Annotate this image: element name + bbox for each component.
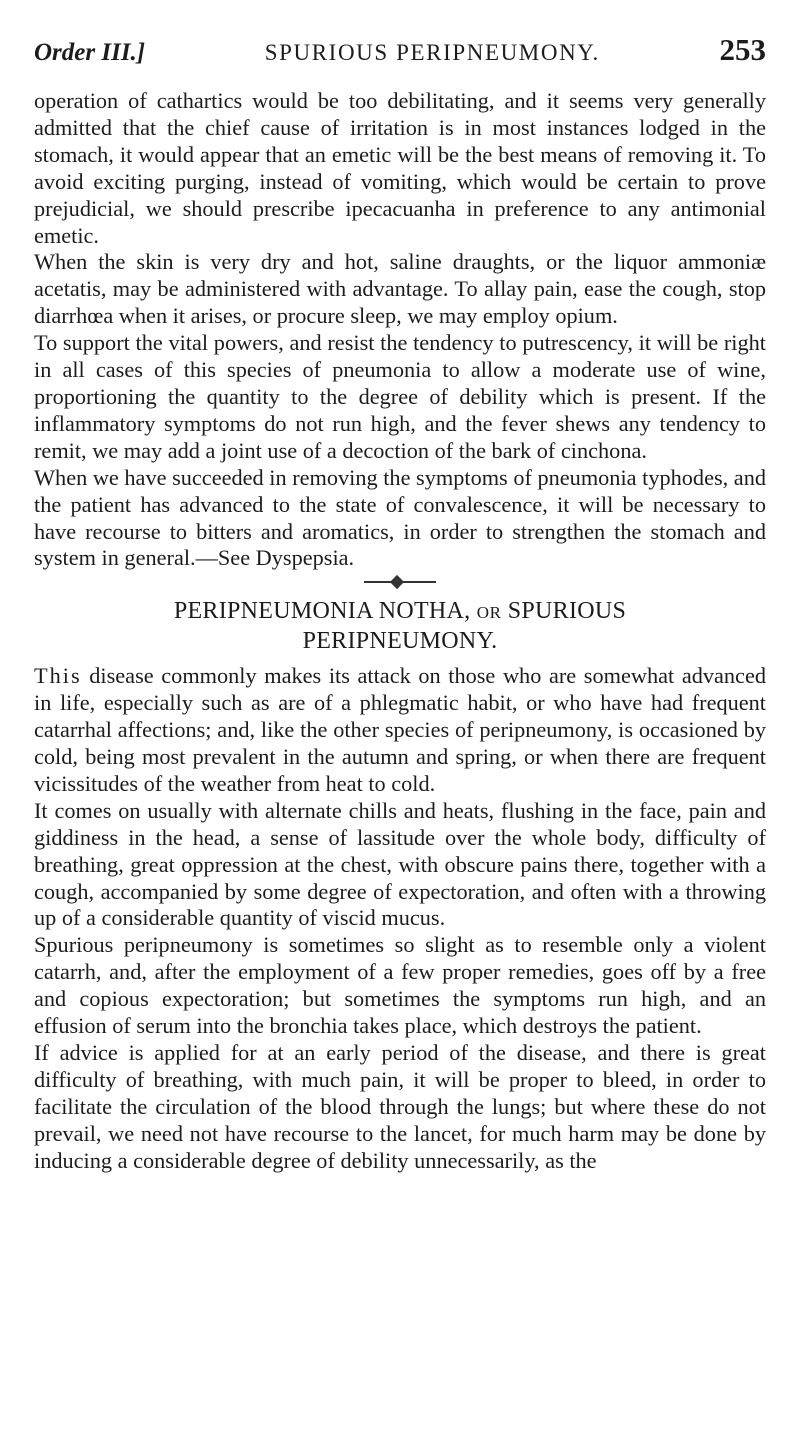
- section-heading-connector: OR: [476, 603, 502, 623]
- paragraph: It comes on usually with alternate chills and heats, flushing in the face, pain and giddiness in the head, a sense of lassitude over the whole body, difficulty of breathing, great oppression at the chest, with obscure pains there, together with a cough, accompanied by some degree of expectoration, and often with a throwing up of a considerable quantity of viscid mucus.: [34, 797, 766, 931]
- paragraph: When we have succeeded in removing the symptoms of pneumonia typhodes, and the patient has advanced to the state of convalescence, it will be necessary to have recourse to bitters and aromatics, in order to strengthen the stomach and system in general.—See Dyspepsia.: [34, 464, 766, 571]
- paragraph: Spurious peripneumony is sometimes so slight as to resemble only a violent catarrh, and, after the employment of a few proper remedies, goes off by a free and copious expectoration; but sometimes the symptoms run high, and an effusion of serum into the bronchia takes place, which destroys the patient.: [34, 932, 766, 1039]
- paragraph: If advice is applied for at an early period of the disease, and there is great difficulty of breathing, with much pain, it will be proper to bleed, in order to facilitate the circulation of the blood through the lungs; but where these do not prevail, we need not have recourse to the lancet, for much harm may be done by inducing a considerable degree of debility unnecessarily, as the: [34, 1040, 766, 1173]
- page-body: [34, 88, 766, 1175]
- section-heading-english: SPURIOUS: [507, 598, 627, 625]
- paragraph: To support the vital powers, and resist the tendency to putrescency, it will be right in all cases of this species of pneumonia to allow a moderate use of wine, proportioning the quantity to the degree of debility which is present. If the inflammatory symptoms do not run high, and the fever shews any tendency to remit, we may add a joint use of a decoction of the bark of cinchona.: [34, 330, 766, 463]
- section-divider-ornament: [364, 581, 436, 583]
- section-heading-line-2: PERIPNEUMONY.: [302, 628, 498, 655]
- running-head-order: Order III.]: [34, 39, 146, 66]
- paragraph: operation of cathartics would be too debilitating, and it seems very generally admitted that the chief cause of irritation is in most instances lodged in the stomach, it would appear that an emetic will be the best means of removing it. To avoid exciting purging, instead of vomiting, which would be certain to prove prejudicial, we should prescribe ipecacuanha in preference to any antimonial emetic.: [34, 88, 766, 248]
- section-heading: [34, 597, 766, 655]
- section-heading-line-1: [34, 597, 766, 627]
- page-number: 253: [719, 32, 766, 67]
- paragraph-first: [34, 663, 766, 798]
- running-head-title: SPURIOUS PERIPNEUMONY.: [264, 40, 600, 65]
- paragraph: When the skin is very dry and hot, saline draughts, or the liquor ammoniæ acetatis, may be administered with advantage. To allay pain, ease the cough, stop diarrhœa when it arises, or procure sleep, we may employ opium.: [34, 249, 766, 329]
- section-heading-latin: PERIPNEUMONIA NOTHA,: [173, 598, 471, 625]
- running-head: [34, 32, 766, 72]
- paragraph-first-text: disease commonly makes its attack on those who are somewhat advanced in life, especially such as are of a phlegmatic habit, or who have had frequent catarrhal affections; and, like the other species of peripneumony, is occasioned by cold, being most prevalent in the autumn and spring, or when there are frequent vicissitudes of the weather from heat to cold.: [34, 663, 766, 796]
- lead-word: This: [34, 663, 82, 689]
